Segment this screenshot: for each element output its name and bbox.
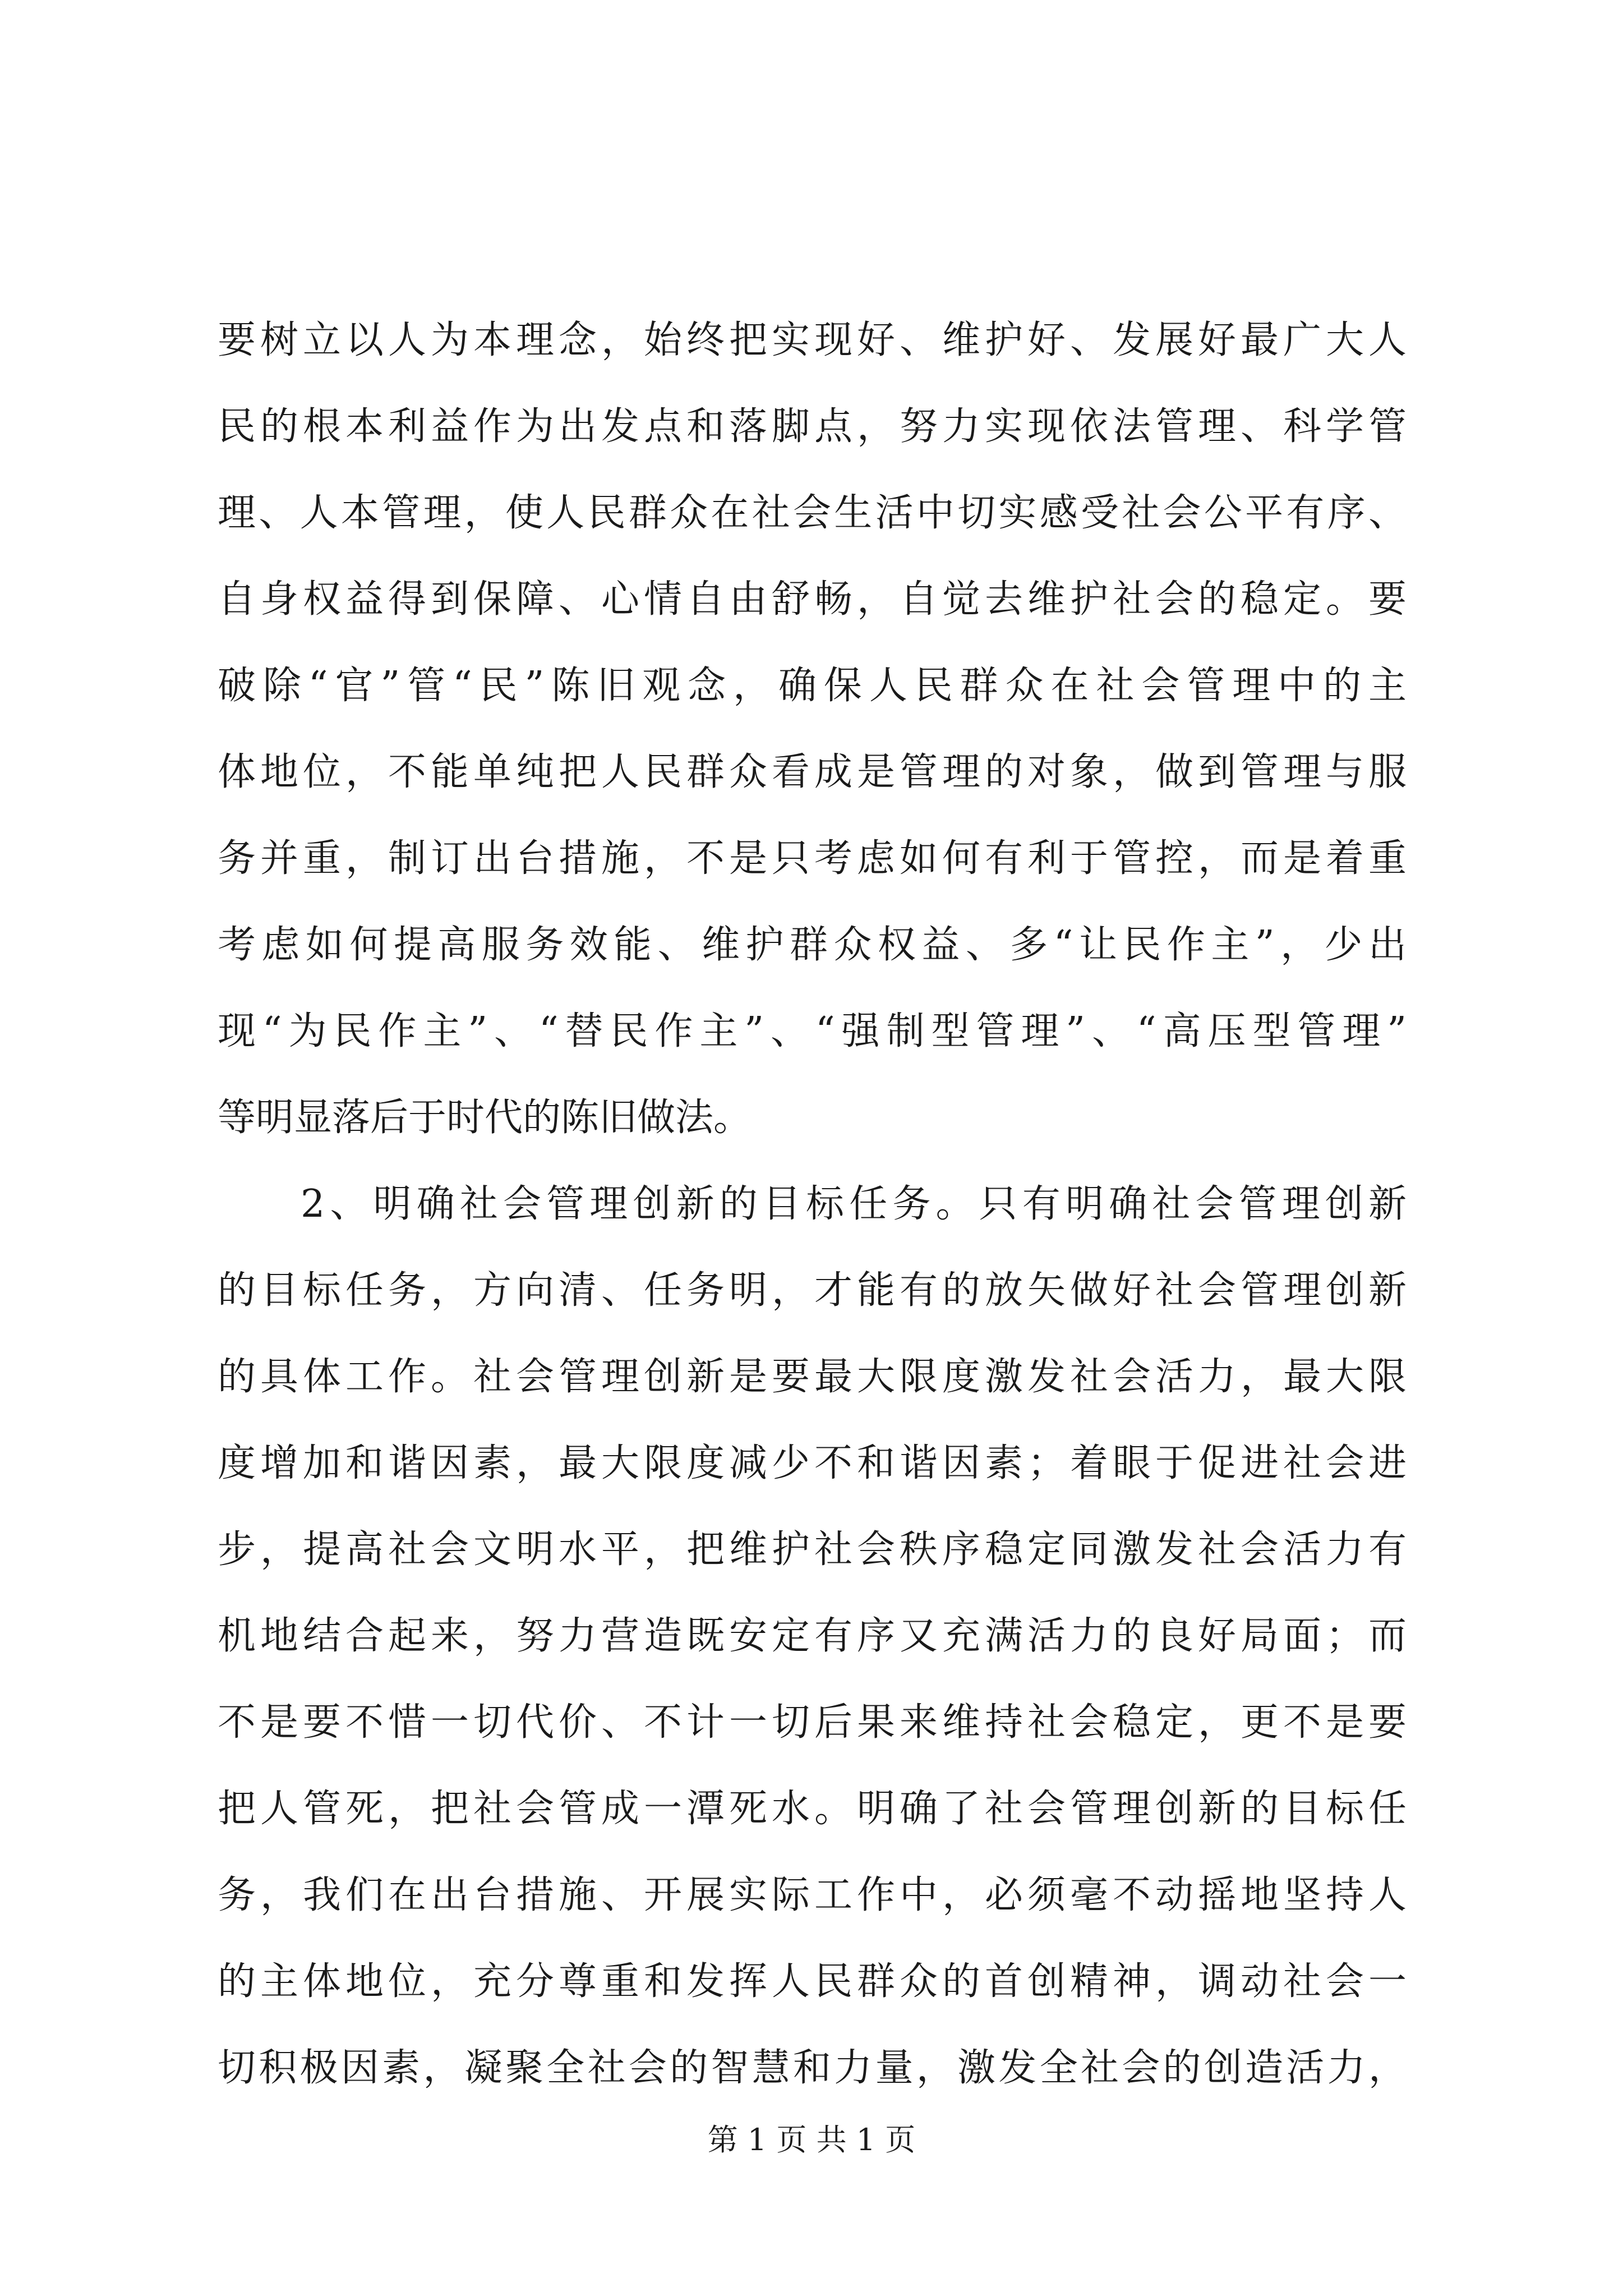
text-line: 的目标任务，方向清、任务明，才能有的放矢做好社会管理创新	[218, 1268, 1407, 1313]
text-line: 务，我们在出台措施、开展实际工作中，必须毫不动摇地坚持人	[218, 1873, 1407, 1917]
text-line: 度增加和谐因素，最大限度减少不和谐因素；着眼于促进社会进	[218, 1441, 1407, 1485]
text-line: 务并重，制订出台措施，不是只考虑如何有利于管控，而是着重	[218, 836, 1407, 881]
text-line: 不是要不惜一切代价、不计一切后果来维持社会稳定，更不是要	[218, 1700, 1407, 1745]
text-line: 把人管死，把社会管成一潭死水。明确了社会管理创新的目标任	[218, 1787, 1407, 1831]
text-line: 的具体工作。社会管理创新是要最大限度激发社会活力，最大限	[218, 1355, 1407, 1399]
text-line: 的主体地位，充分尊重和发挥人民群众的首创精神，调动社会一	[218, 1959, 1407, 2004]
paragraph-1	[218, 297, 1407, 1161]
text-line: 切积极因素，凝聚全社会的智慧和力量，激发全社会的创造活力，	[218, 2046, 1407, 2090]
text-line: 破除“官”管“民”陈旧观念，确保人民群众在社会管理中的主	[218, 664, 1407, 708]
text-line: 理、人本管理，使人民群众在社会生活中切实感受社会公平有序、	[218, 491, 1407, 535]
text-line: 现“为民作主”、“替民作主”、“强制型管理”、“高压型管理”	[218, 1009, 1407, 1053]
text-line: 民的根本利益作为出发点和落脚点，努力实现依法管理、科学管	[218, 404, 1407, 449]
text-line: 考虑如何提高服务效能、维护群众权益、多“让民作主”，少出	[218, 923, 1407, 967]
text-line: 体地位，不能单纯把人民群众看成是管理的对象，做到管理与服	[218, 750, 1407, 794]
document-body	[218, 297, 1407, 2111]
text-line: 等明显落后于时代的陈旧做法。	[218, 1096, 752, 1140]
text-line: 机地结合起来，努力营造既安定有序又充满活力的良好局面；而	[218, 1614, 1407, 1658]
paragraph-2	[218, 1161, 1407, 2111]
text-line: 自身权益得到保障、心情自由舒畅，自觉去维护社会的稳定。要	[218, 577, 1407, 622]
text-line: 要树立以人为本理念，始终把实现好、维护好、发展好最广大人	[218, 318, 1407, 362]
text-line: 步，提高社会文明水平，把维护社会秩序稳定同激发社会活力有	[218, 1527, 1407, 1572]
page-number-footer: 第 1 页 共 1 页	[707, 2122, 916, 2157]
text-line: 2、明确社会管理创新的目标任务。只有明确社会管理创新	[301, 1182, 1407, 1226]
